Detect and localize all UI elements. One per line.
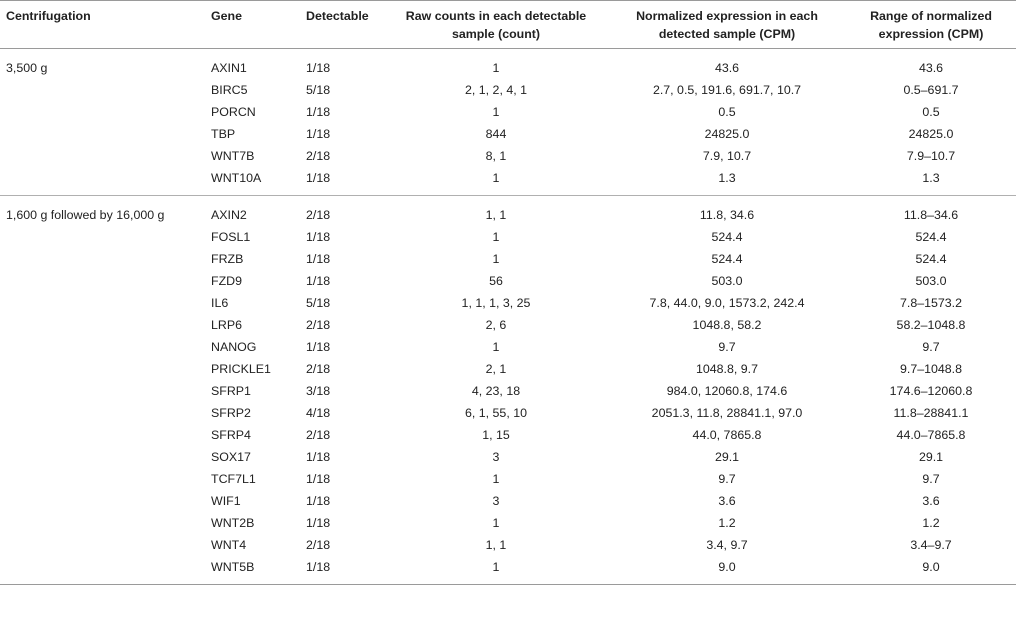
detectable-cell: 2/18	[306, 149, 331, 163]
gene-cell: WNT2B	[211, 516, 255, 530]
gene-cell: SFRP4	[211, 428, 251, 442]
gene-cell: WNT7B	[211, 149, 255, 163]
gene-cell: WIF1	[211, 494, 241, 508]
gene-cell: PORCN	[211, 105, 256, 119]
normalized-cell: 0.5	[718, 105, 736, 119]
gene-cell: FRZB	[211, 252, 244, 266]
header-gene: Gene	[211, 9, 242, 23]
table-row	[0, 358, 1016, 380]
gene-cell: SFRP1	[211, 384, 251, 398]
raw-counts-cell: 6, 1, 55, 10	[464, 406, 527, 420]
gene-cell: AXIN2	[211, 208, 247, 222]
table-row	[0, 292, 1016, 314]
range-cell: 3.6	[922, 494, 940, 508]
detectable-cell: 1/18	[306, 61, 331, 75]
detectable-cell: 1/18	[306, 560, 331, 574]
centrifugation-cell	[0, 424, 205, 446]
table-row	[0, 424, 1016, 446]
centrifugation-cell	[0, 446, 205, 468]
table-row	[0, 167, 1016, 196]
normalized-cell: 503.0	[711, 274, 743, 288]
gene-cell: AXIN1	[211, 61, 247, 75]
raw-counts-cell: 844	[485, 127, 507, 141]
gene-cell: IL6	[211, 296, 229, 310]
raw-counts-cell: 3	[492, 494, 500, 508]
centrifugation-cell	[0, 248, 205, 270]
detectable-cell: 1/18	[306, 105, 331, 119]
normalized-cell: 9.7	[718, 340, 736, 354]
detectable-cell: 1/18	[306, 230, 331, 244]
range-cell: 24825.0	[908, 127, 954, 141]
detectable-cell: 3/18	[306, 384, 331, 398]
raw-counts-cell: 56	[489, 274, 503, 288]
normalized-cell: 1048.8, 58.2	[692, 318, 762, 332]
range-cell: 9.7	[922, 472, 940, 486]
header-raw-counts: Raw counts in each detectable sample (count)	[405, 9, 587, 41]
centrifugation-cell	[0, 468, 205, 490]
normalized-cell: 29.1	[714, 450, 740, 464]
normalized-cell: 2.7, 0.5, 191.6, 691.7, 10.7	[652, 83, 802, 97]
detectable-cell: 1/18	[306, 252, 331, 266]
range-cell: 3.4–9.7	[910, 538, 952, 552]
table-row	[0, 101, 1016, 123]
range-cell: 174.6–12060.8	[889, 384, 973, 398]
detectable-cell: 5/18	[306, 83, 331, 97]
centrifugation-cell	[0, 380, 205, 402]
detectable-cell: 1/18	[306, 171, 331, 185]
detectable-cell: 2/18	[306, 208, 331, 222]
gene-cell: TBP	[211, 127, 236, 141]
normalized-cell: 3.4, 9.7	[706, 538, 748, 552]
table-row	[0, 380, 1016, 402]
normalized-cell: 9.7	[718, 472, 736, 486]
normalized-cell: 24825.0	[704, 127, 750, 141]
table-row	[0, 314, 1016, 336]
normalized-cell: 3.6	[718, 494, 736, 508]
normalized-cell: 7.8, 44.0, 9.0, 1573.2, 242.4	[649, 296, 805, 310]
raw-counts-cell: 1	[492, 230, 500, 244]
gene-cell: SOX17	[211, 450, 251, 464]
centrifugation-cell	[0, 292, 205, 314]
normalized-cell: 1.2	[718, 516, 736, 530]
centrifugation-cell	[0, 101, 205, 123]
raw-counts-cell: 1	[492, 516, 500, 530]
detectable-cell: 4/18	[306, 406, 331, 420]
gene-cell: FZD9	[211, 274, 242, 288]
header-normalized-expression: Normalized expression in each detected sample (CPM)	[636, 9, 818, 41]
header-detectable: Detectable	[306, 9, 369, 23]
raw-counts-cell: 2, 1, 2, 4, 1	[465, 83, 527, 97]
normalized-cell: 1.3	[718, 171, 736, 185]
detectable-cell: 1/18	[306, 472, 331, 486]
range-cell: 524.4	[915, 230, 947, 244]
centrifugation-cell	[0, 512, 205, 534]
table-row	[0, 490, 1016, 512]
gene-cell: PRICKLE1	[211, 362, 271, 376]
table-group	[0, 49, 1016, 196]
range-cell: 0.5	[922, 105, 940, 119]
table-row	[0, 248, 1016, 270]
raw-counts-cell: 1	[492, 340, 500, 354]
gene-cell: NANOG	[211, 340, 257, 354]
centrifugation-cell	[0, 314, 205, 336]
table-row	[0, 79, 1016, 101]
range-cell: 1.2	[922, 516, 940, 530]
raw-counts-cell: 1	[492, 61, 500, 75]
table-group	[0, 196, 1016, 585]
raw-counts-cell: 1	[492, 171, 500, 185]
detectable-cell: 5/18	[306, 296, 331, 310]
detectable-cell: 2/18	[306, 538, 331, 552]
table-row	[0, 145, 1016, 167]
raw-counts-cell: 1	[492, 472, 500, 486]
detectable-cell: 1/18	[306, 450, 331, 464]
normalized-cell: 44.0, 7865.8	[692, 428, 762, 442]
detectable-cell: 2/18	[306, 428, 331, 442]
header-row	[0, 1, 1016, 49]
raw-counts-cell: 1, 1, 1, 3, 25	[461, 296, 531, 310]
header-range: Range of normalized expression (CPM)	[870, 9, 992, 41]
normalized-cell: 9.0	[718, 560, 736, 574]
table-row	[0, 49, 1016, 80]
raw-counts-cell: 1	[492, 105, 500, 119]
table-row	[0, 556, 1016, 585]
table-row	[0, 226, 1016, 248]
table-row	[0, 402, 1016, 424]
raw-counts-cell: 8, 1	[485, 149, 507, 163]
centrifugation-cell	[0, 123, 205, 145]
centrifugation-cell	[0, 79, 205, 101]
table-row	[0, 446, 1016, 468]
normalized-cell: 1048.8, 9.7	[695, 362, 758, 376]
detectable-cell: 1/18	[306, 340, 331, 354]
range-cell: 29.1	[918, 450, 944, 464]
table-row	[0, 336, 1016, 358]
table-row	[0, 270, 1016, 292]
range-cell: 503.0	[915, 274, 947, 288]
gene-cell: SFRP2	[211, 406, 251, 420]
range-cell: 11.8–34.6	[903, 208, 959, 222]
range-cell: 44.0–7865.8	[896, 428, 966, 442]
raw-counts-cell: 2, 1	[485, 362, 507, 376]
raw-counts-cell: 1, 15	[482, 428, 510, 442]
detectable-cell: 1/18	[306, 127, 331, 141]
normalized-cell: 984.0, 12060.8, 174.6	[666, 384, 788, 398]
normalized-cell: 524.4	[711, 252, 743, 266]
range-cell: 9.7–1048.8	[899, 362, 962, 376]
normalized-cell: 524.4	[711, 230, 743, 244]
range-cell: 9.0	[922, 560, 940, 574]
centrifugation-cell	[0, 534, 205, 556]
table-row	[0, 534, 1016, 556]
detectable-cell: 2/18	[306, 318, 331, 332]
normalized-cell: 7.9, 10.7	[702, 149, 752, 163]
centrifugation-cell	[0, 336, 205, 358]
centrifugation-cell	[0, 490, 205, 512]
table-header	[0, 1, 1016, 49]
raw-counts-cell: 4, 23, 18	[471, 384, 521, 398]
table-row	[0, 512, 1016, 534]
gene-cell: WNT10A	[211, 171, 262, 185]
centrifugation-cell	[0, 167, 205, 196]
centrifugation-cell	[0, 226, 205, 248]
centrifugation-cell	[0, 358, 205, 380]
raw-counts-cell: 1, 1	[485, 208, 507, 222]
centrifugation-cell: 1,600 g followed by 16,000 g	[6, 208, 165, 222]
range-cell: 1.3	[922, 171, 940, 185]
raw-counts-cell: 1, 1	[485, 538, 507, 552]
gene-cell: WNT4	[211, 538, 247, 552]
detectable-cell: 2/18	[306, 362, 331, 376]
centrifugation-cell	[0, 556, 205, 585]
gene-cell: BIRC5	[211, 83, 248, 97]
gene-cell: LRP6	[211, 318, 242, 332]
gene-cell: TCF7L1	[211, 472, 256, 486]
range-cell: 11.8–28841.1	[893, 406, 969, 420]
normalized-cell: 11.8, 34.6	[699, 208, 755, 222]
detectable-cell: 1/18	[306, 516, 331, 530]
centrifugation-cell	[0, 270, 205, 292]
table-row	[0, 123, 1016, 145]
header-centrifugation: Centrifugation	[6, 9, 91, 23]
centrifugation-cell	[0, 145, 205, 167]
range-cell: 43.6	[918, 61, 944, 75]
range-cell: 7.9–10.7	[906, 149, 956, 163]
centrifugation-cell: 3,500 g	[6, 61, 48, 75]
raw-counts-cell: 2, 6	[485, 318, 507, 332]
raw-counts-cell: 1	[492, 560, 500, 574]
range-cell: 9.7	[922, 340, 940, 354]
range-cell: 524.4	[915, 252, 947, 266]
normalized-cell: 2051.3, 11.8, 28841.1, 97.0	[651, 406, 803, 420]
detectable-cell: 1/18	[306, 494, 331, 508]
table-row	[0, 468, 1016, 490]
table-row	[0, 196, 1016, 227]
centrifugation-cell	[0, 402, 205, 424]
detectable-cell: 1/18	[306, 274, 331, 288]
raw-counts-cell: 1	[492, 252, 500, 266]
gene-cell: WNT5B	[211, 560, 255, 574]
range-cell: 7.8–1573.2	[899, 296, 962, 310]
raw-counts-cell: 3	[492, 450, 500, 464]
gene-cell: FOSL1	[211, 230, 251, 244]
range-cell: 58.2–1048.8	[896, 318, 966, 332]
range-cell: 0.5–691.7	[903, 83, 959, 97]
normalized-cell: 43.6	[714, 61, 740, 75]
